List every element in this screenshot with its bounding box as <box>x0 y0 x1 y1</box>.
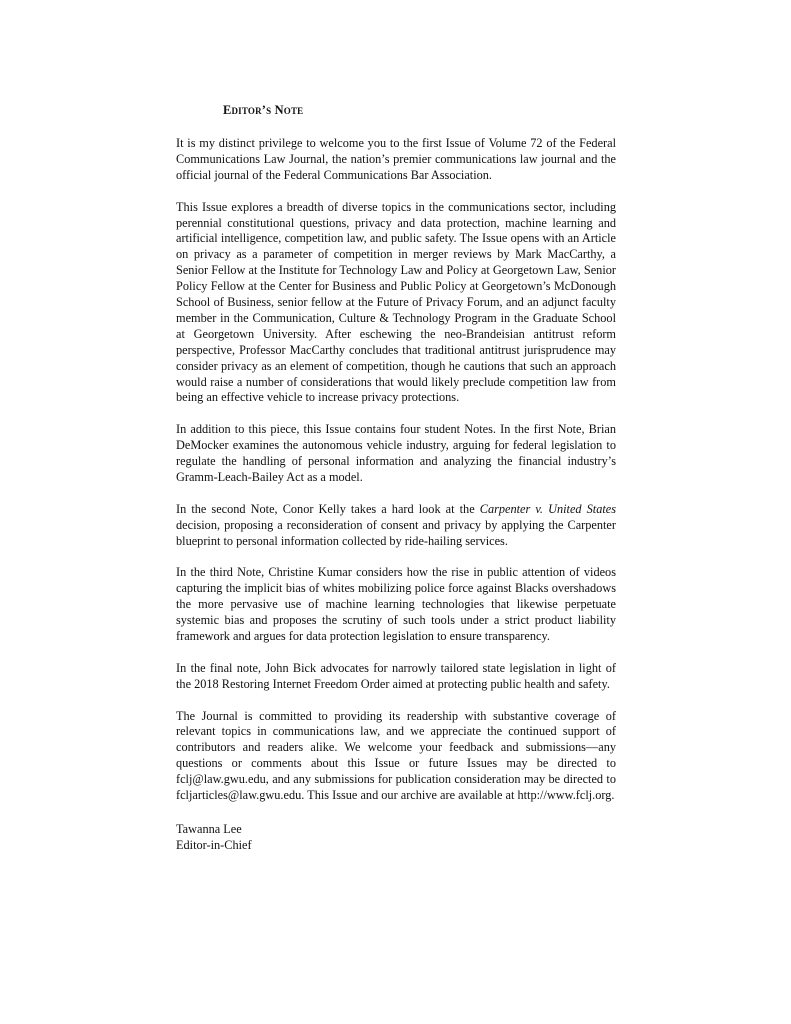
paragraph-third-note: In the third Note, Christine Kumar considers how the rise in public attention of videos capturing the implicit bias of whites mobilizing police force against Blacks overshadows the more pervasive use of machine learning technologies that likewise perpetuate systemic bias and proposes the scrutiny of such tools under a strict product liability framework and argues for data protection legislation to ensure transparency. <box>176 565 616 644</box>
paragraph-closing: The Journal is committed to providing its readership with substantive coverage of relevant topics in communications law, and we appreciate the continued support of contributors and readers alike. We welcome your feedback and submissions—any questions or comments about this Issue or future Issues may be directed to fclj@law.gwu.edu, and any submissions for publication consideration may be directed to fcljarticles@law.gwu.edu. This Issue and our archive are available at http://www.fclj.org. <box>176 708 616 803</box>
document-body <box>176 136 616 820</box>
paragraph-welcome: It is my distinct privilege to welcome you to the first Issue of Volume 72 of the Federal Communications Law Journal, the nation’s premier communications law journal and the official journal of the Federal Communications Bar Association. <box>176 136 616 182</box>
second-note-text-start: In the second Note, Conor Kelly takes a hard look at the <box>176 501 480 516</box>
paragraph-issue-overview: This Issue explores a breadth of diverse topics in the communications sector, including perennial constitutional questions, privacy and data protection, machine learning and artificial intelligence, competition law, and public safety. The Issue opens with an Article on privacy as a parameter of competition in merger reviews by Mark MacCarthy, a Senior Fellow at the Institute for Technology Law and Policy at Georgetown Law, Senior Policy Fellow at the Center for Business and Public Policy at Georgetown’s McDonough School of Business, senior fellow at the Future of Privacy Forum, and an adjunct faculty member in the Communication, Culture & Technology Program in the Graduate School at Georgetown University. After eschewing the neo-Brandeisian antitrust reform perspective, Professor MacCarthy concludes that traditional antitrust jurisprudence may consider privacy as an element of competition, though he cautions that such an approach would raise a number of considerations that would likely preclude competition law from being an effective vehicle to increase privacy protections. <box>176 199 616 405</box>
page-title: Editor’s Note <box>223 103 304 117</box>
second-note-text-end: decision, proposing a reconsideration of consent and privacy by applying the Carpenter blueprint to personal information collected by ride-hailing services. <box>176 517 616 548</box>
signature-block <box>176 822 252 854</box>
case-name: Carpenter v. United States <box>479 501 616 516</box>
paragraph-second-note <box>176 502 616 550</box>
paragraph-first-note: In addition to this piece, this Issue contains four student Notes. In the first Note, Brian DeMocker examines the autonomous vehicle industry, arguing for federal legislation to regulate the handling of personal information and analyzing the financial industry’s Gramm-Leach-Bailey Act as a model. <box>176 422 616 484</box>
signature-name: Tawanna Lee <box>176 822 242 836</box>
paragraph-final-note: In the final note, John Bick advocates for narrowly tailored state legislation in light of the 2018 Restoring Internet Freedom Order aimed at protecting public health and safety. <box>176 660 616 691</box>
signature-role: Editor-in-Chief <box>176 837 252 852</box>
